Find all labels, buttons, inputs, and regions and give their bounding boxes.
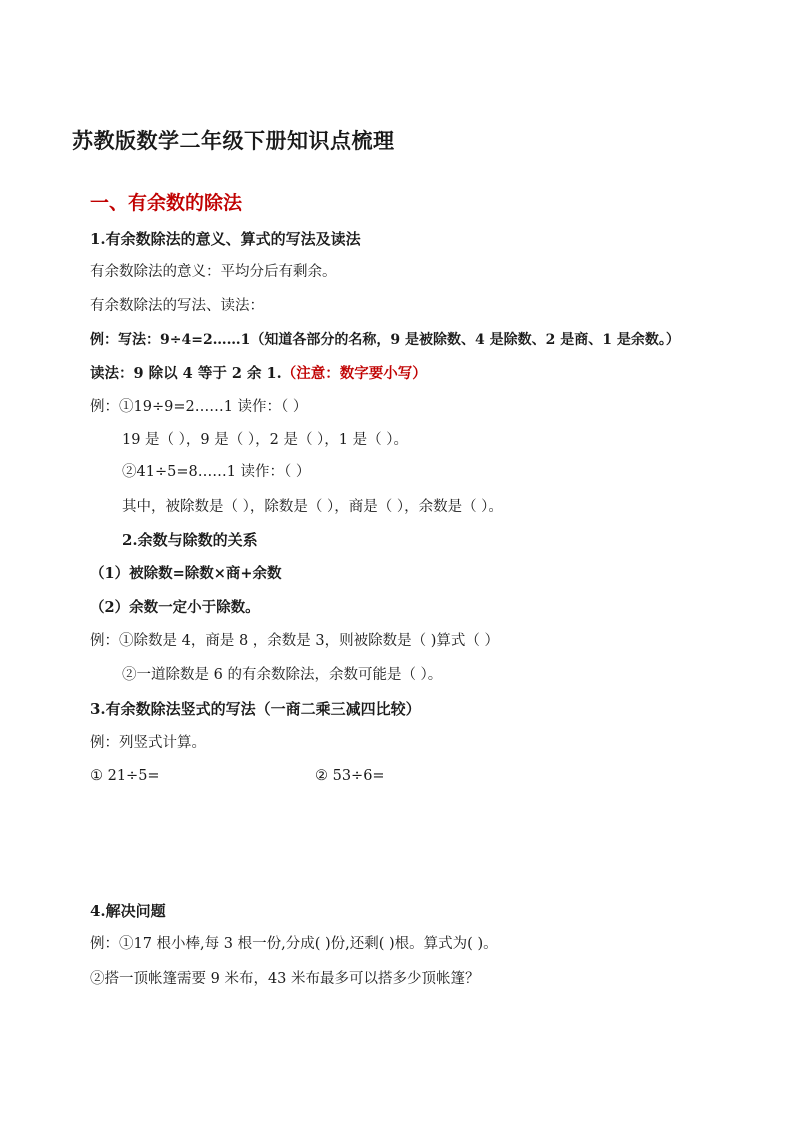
example2-line: ②41÷5=8……1 读作：（ ） bbox=[122, 464, 311, 480]
page-title: 苏教版数学二年级下册知识点梳理 bbox=[72, 128, 395, 153]
example-write-text: 例：写法：9÷4=2……1（知道各部分的名称，9 是被除数、4 是除数、2 是商、1 是余数。） bbox=[90, 332, 680, 348]
rule-1: （1）被除数=除数×商+余数 bbox=[90, 565, 282, 582]
vertical-calc-2: ② 53÷6= bbox=[315, 768, 385, 784]
subheading-1: 1.有余数除法的意义、算式的写法及读法 bbox=[90, 230, 361, 248]
relation-example-2: ②一道除数是 6 的有余数除法，余数可能是（ ）。 bbox=[122, 667, 443, 683]
write-read-text: 有余数除法的写法、读法： bbox=[90, 298, 264, 314]
subheading-4: 4.解决问题 bbox=[90, 902, 166, 920]
subheading-3: 3.有余数除法竖式的写法（一商二乘三减四比较） bbox=[90, 700, 421, 718]
relation-example-1: 例：①除数是 4，商是 8 ，余数是 3，则被除数是（ )算式（ ） bbox=[90, 633, 499, 649]
section-heading-1: 一、有余数的除法 bbox=[90, 192, 243, 214]
problem-example-1: 例：①17 根小棒,每 3 根一份,分成( )份,还剩( )根。算式为( )。 bbox=[90, 936, 498, 952]
vertical-intro: 例：列竖式计算。 bbox=[90, 735, 206, 751]
vertical-calc-1: ① 21÷5= bbox=[90, 768, 160, 784]
meaning-text: 有余数除法的意义：平均分后有剩余。 bbox=[90, 264, 337, 280]
subheading-2: 2.余数与除数的关系 bbox=[122, 531, 258, 549]
example1-line: 例：①19÷9=2……1 读作：（ ） bbox=[90, 399, 308, 415]
read-prefix: 读法：9 除以 4 等于 2 余 1. bbox=[90, 365, 282, 382]
rule-2: （2）余数一定小于除数。 bbox=[90, 599, 260, 616]
problem-example-2: ②搭一顶帐篷需要 9 米布，43 米布最多可以搭多少顶帐篷？ bbox=[90, 971, 480, 987]
example2-parts: 其中，被除数是（ ），除数是（ ），商是（ ），余数是（ ）。 bbox=[122, 499, 503, 515]
example1-parts: 19 是（ ），9 是（ ），2 是（ ），1 是（ ）。 bbox=[122, 432, 408, 448]
example-read-text bbox=[90, 364, 427, 384]
read-note: （注意：数字要小写） bbox=[281, 365, 427, 382]
